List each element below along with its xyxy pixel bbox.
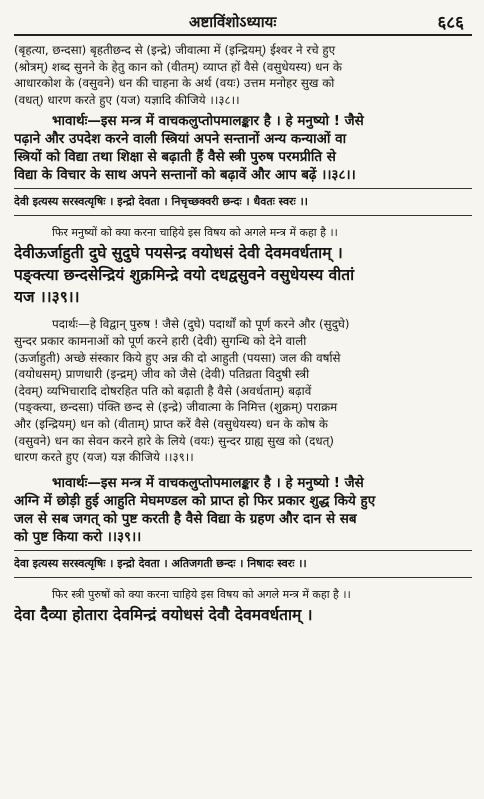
text-line: भावार्थः—इस मन्त्र में वाचकलुप्तोपमालङ्कार है । हे मनुष्यो ! जैसे [52,113,364,130]
text-line: जल से सब जगत् को पुष्ट करती है वैसे विद्या के ग्रहण और दान से सब [14,510,357,527]
mantra-meta-40: देवा इत्यस्य सरस्वत्यृषिः । इन्द्रो देवता । अतिजगती छन्दः । निषादः स्वरः ।। [14,556,307,570]
text-line: विद्या के विचार के साथ अपने सन्तानों को बढ़ावें और आप बढ़ें ।।३८।। [14,167,356,184]
text-line: (बृहत्या, छन्दसा) बृहतीछन्द से (इन्द्रे) जीवात्मा में (इन्द्रियम्) ईश्वर ने रचे हुए [14,43,336,57]
bhavarth-38 [14,112,472,184]
divider [14,215,472,216]
mantra-line: देवा दैव्या होतारा देवमिन्द्रं वयोधसं देवौ देवमवर्धताम् । [14,605,313,624]
mantra-line: यज ।।३९।। [14,288,80,307]
text-line: अग्नि में छोड़ी हुई आहुति मेघमण्डल को प्राप्त हो फिर प्रकार शुद्ध किये हुए [14,492,376,509]
text-line: (वसुवने) धन का सेवन करने हारे के लिये (वयः) सुन्दर ग्राह्य सुख को (दधत्) [14,433,335,448]
text-line: आधारकोश के (वसुवने) धन की चाहना के अर्थ (वयः) उत्तम मनोहर सुख को [14,76,335,91]
padarth-38-continued [14,42,472,108]
mantra-line: पङ्क्त्या छन्दसेन्द्रियं शुक्रमिन्द्रे वयो दधद्वसुवने वसुधेयस्य वीतां [14,266,355,285]
mantra-39 [14,242,472,308]
text-line: (वयोधसम्) प्राणधारी (इन्द्रम्) जीव को जैसे (देवी) पतिव्रता विदुषी स्त्री [14,367,310,382]
divider [14,550,472,551]
text-line: सुन्दर प्रकार कामनाओं को पूर्ण करने हारी (देवी) सुगन्धि को देने वाली [14,333,307,348]
chapter-title: अष्टाविंशोऽध्यायः [189,13,277,31]
divider [14,577,472,578]
intro-39: फिर मनुष्यों को क्या करना चाहिये इस विषय को अगले मन्त्र में कहा है ।। [52,226,338,240]
padarth-39 [14,316,472,465]
text-line: (पङ्क्त्या, छन्दसा) पंक्ति छन्द से (इन्द्रे) जीवात्मा के निमित्त (शुक्रम्) पराक्रम [14,400,338,415]
text-line: पढ़ाने और उपदेश करने वाली स्त्रियां अपने सन्तानों अन्य कन्याओं वा [14,131,347,148]
text-line: धारण करते हुए (यज) यज्ञ कीजिये ।।३९।। [14,450,194,465]
page-number: ६८६ [437,13,464,33]
text-line: (वधत्) धारण करते हुए (यज) यज्ञादि कीजिये ।।३८।। [14,92,240,107]
text-line: पदार्थः—हे विद्वान् पुरुष ! जैसे (दुघे) पदार्थों को पूर्ण करने और (सुदुघे) [52,317,350,332]
mantra-meta-39: देवी इत्यस्य सरस्वत्यृषिः । इन्द्रो देवता । निचृच्छक्वरी छन्दः । धैवतः स्वरः ।। [14,195,308,209]
divider [14,188,472,189]
mantra-40 [14,604,472,626]
bhavarth-39 [14,474,472,546]
page-header [14,8,472,36]
text-line: (देवम्) व्यभिचारादि दोषरहित पति को बढ़ाती है वैसे (अवर्धताम्) बढ़ावें [14,383,312,398]
mantra-line: देवीऊर्जाहुती दुघे सुदुघे पयसेन्द्र वयोधसं देवी देवमवर्धताम् । [14,244,343,263]
text-line: और (इन्द्रियम्) धन को (वीताम्) प्राप्त करें वैसे (वसुधेयस्य) धन के कोष के [14,416,328,431]
text-line: को पुष्ट किया करो ।।३९।। [14,528,142,545]
intro-40: फिर स्त्री पुरुषों को क्या करना चाहिये इस विषय को अगले मन्त्र में कहा है ।। [52,587,351,601]
text-line: (श्रोत्रम्) शब्द सुनने के हेतु कान को (वीतम्) व्याप्त हों वैसे (वसुधेयस्य) धन के [14,59,342,74]
text-line: स्त्रियों को विद्या तथा शिक्षा से बढ़ाती हैं वैसे स्त्री पुरुष परमप्रीति से [14,149,336,166]
text-line: भावार्थः—इस मन्त्र में वाचकलुप्तोपमालङ्कार है । हे मनुष्यो ! जैसे [52,474,364,491]
text-line: (ऊर्जाहुती) अच्छे संस्कार किये हुए अन्न की दो आहुती (पयसा) जल की वर्षासे [14,350,341,365]
